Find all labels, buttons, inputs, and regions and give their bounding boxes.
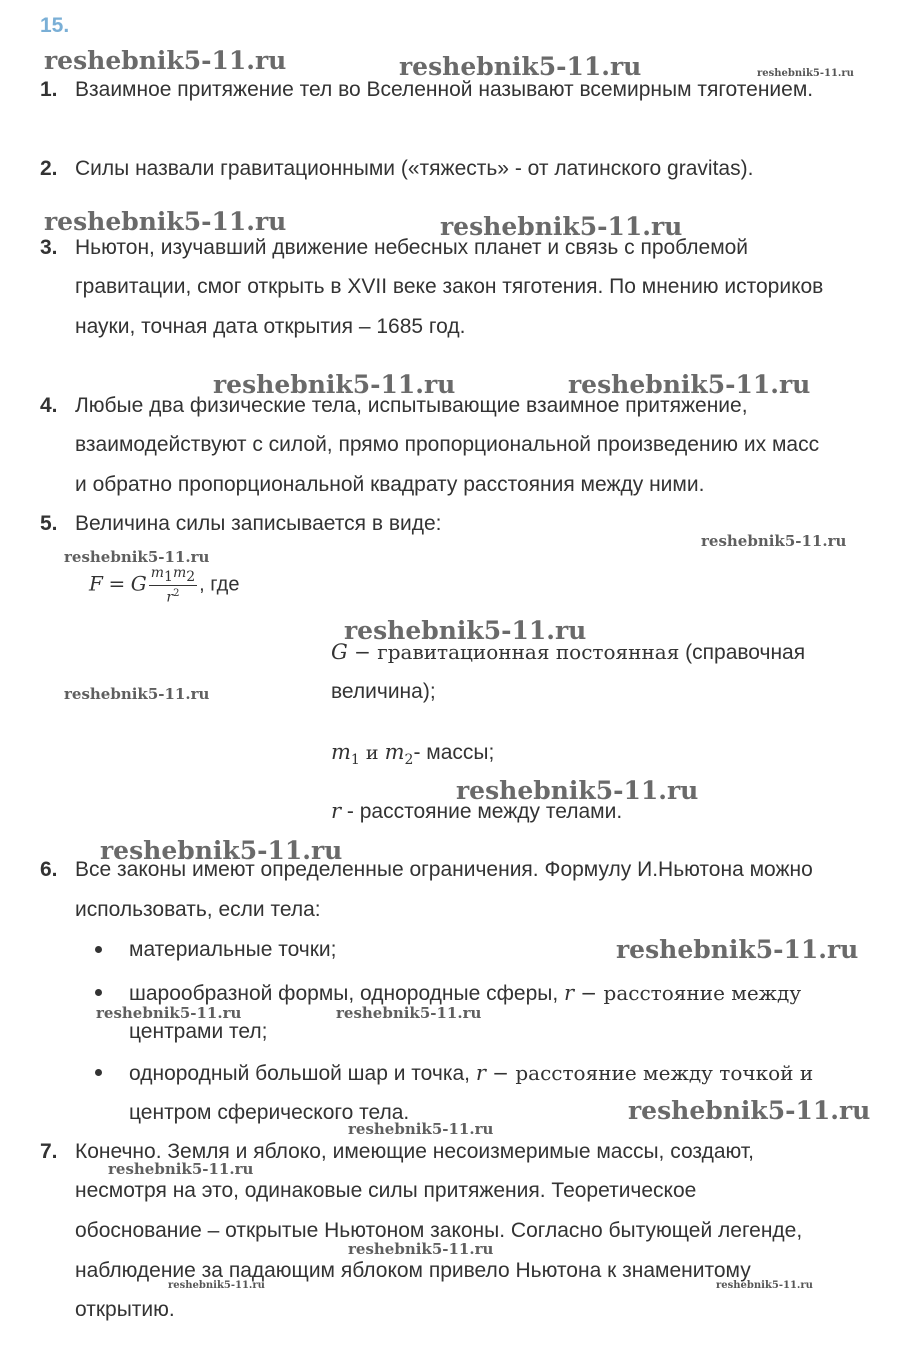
item-text: науки, точная дата открытия – 1685 год.	[75, 315, 466, 338]
item-text: взаимодействуют с силой, прямо пропорциональной произведению их масс	[75, 433, 820, 456]
watermark: reshebnik5-11.ru	[100, 836, 343, 865]
item-text: открытию.	[75, 1298, 175, 1321]
watermark: reshebnik5-11.ru	[716, 1280, 813, 1291]
item-number: 6.	[40, 858, 58, 881]
definition-r: r - расстояние между телами.	[331, 799, 623, 823]
watermark: reshebnik5-11.ru	[757, 68, 854, 79]
item-number: 3.	[40, 236, 58, 259]
watermark: reshebnik5-11.ru	[344, 616, 587, 645]
item-number: 2.	[40, 157, 58, 180]
item-text: Все законы имеют определенные ограничения. Формулу И.Ньютона можно	[75, 858, 813, 881]
item-text: Величина силы записывается в виде:	[75, 512, 442, 535]
watermark: reshebnik5-11.ru	[348, 1120, 494, 1138]
watermark: reshebnik5-11.ru	[44, 207, 287, 236]
definition-g-cont: величина);	[331, 680, 436, 703]
bullet-text: шарообразной формы, однородные сферы, r − расстояние между	[129, 981, 802, 1005]
task-number: 15.	[40, 14, 70, 37]
item-text: обоснование – открытые Ньютоном законы. Согласно бытующей легенде,	[75, 1219, 803, 1242]
item-number: 7.	[40, 1140, 58, 1163]
item-text: использовать, если тела:	[75, 898, 321, 921]
force-formula: F = G $\frac{m_1m_2}{r^2}$ , где	[89, 565, 240, 606]
item-number: 5.	[40, 512, 58, 535]
watermark: reshebnik5-11.ru	[64, 548, 210, 566]
item-text: наблюдение за падающим яблоком привело Ньютона к знаменитому	[75, 1259, 751, 1282]
watermark: reshebnik5-11.ru	[44, 46, 287, 75]
definition-g: G − гравитационная постоянная (справочная	[331, 640, 806, 664]
bullet-dot	[95, 989, 102, 996]
item-text: Взаимное притяжение тел во Вселенной называют всемирным тяготением.	[75, 78, 814, 101]
watermark: reshebnik5-11.ru	[108, 1160, 254, 1178]
item-number: 1.	[40, 78, 58, 101]
bullet-dot	[95, 946, 102, 953]
bullet-text: однородный большой шар и точка, r − расстояние между точкой и	[129, 1061, 814, 1085]
item-text: и обратно пропорциональной квадрату расстояния между ними.	[75, 473, 705, 496]
formula-fraction: $\frac{m_1m_2}{r^2}$	[150, 565, 196, 606]
item-text: Конечно. Земля и яблоко, имеющие несоизмеримые массы, создают,	[75, 1140, 754, 1163]
watermark: reshebnik5-11.ru	[568, 370, 811, 399]
item-text: Силы назвали гравитационными («тяжесть» - от латинского gravitas).	[75, 157, 754, 180]
item-text: гравитации, смог открыть в XVII веке закон тяготения. По мнению историков	[75, 275, 824, 298]
item-text: несмотря на это, одинаковые силы притяжения. Теоретическое	[75, 1179, 697, 1202]
bullet-dot	[95, 1069, 102, 1076]
bullet-text: материальные точки;	[129, 938, 337, 961]
bullet-text: центром сферического тела.	[129, 1101, 410, 1124]
watermark: reshebnik5-11.ru	[336, 1004, 482, 1022]
watermark: reshebnik5-11.ru	[628, 1096, 871, 1125]
item-text: Ньютон, изучавший движение небесных планет и связь с проблемой	[75, 236, 749, 259]
watermark: reshebnik5-11.ru	[399, 52, 642, 81]
bullet-text: центрами тел;	[129, 1020, 268, 1043]
watermark: reshebnik5-11.ru	[96, 1004, 242, 1022]
watermark: reshebnik5-11.ru	[456, 776, 699, 805]
item-text: Любые два физические тела, испытывающие взаимное притяжение,	[75, 394, 748, 417]
watermark: reshebnik5-11.ru	[213, 370, 456, 399]
watermark: reshebnik5-11.ru	[348, 1240, 494, 1258]
definition-m: $m_1$ и $m_2-$ массы;	[331, 740, 495, 769]
item-number: 4.	[40, 394, 58, 417]
watermark: reshebnik5-11.ru	[616, 935, 859, 964]
watermark: reshebnik5-11.ru	[701, 532, 847, 550]
watermark: reshebnik5-11.ru	[168, 1280, 265, 1291]
watermark: reshebnik5-11.ru	[64, 685, 210, 703]
watermark: reshebnik5-11.ru	[440, 212, 683, 241]
